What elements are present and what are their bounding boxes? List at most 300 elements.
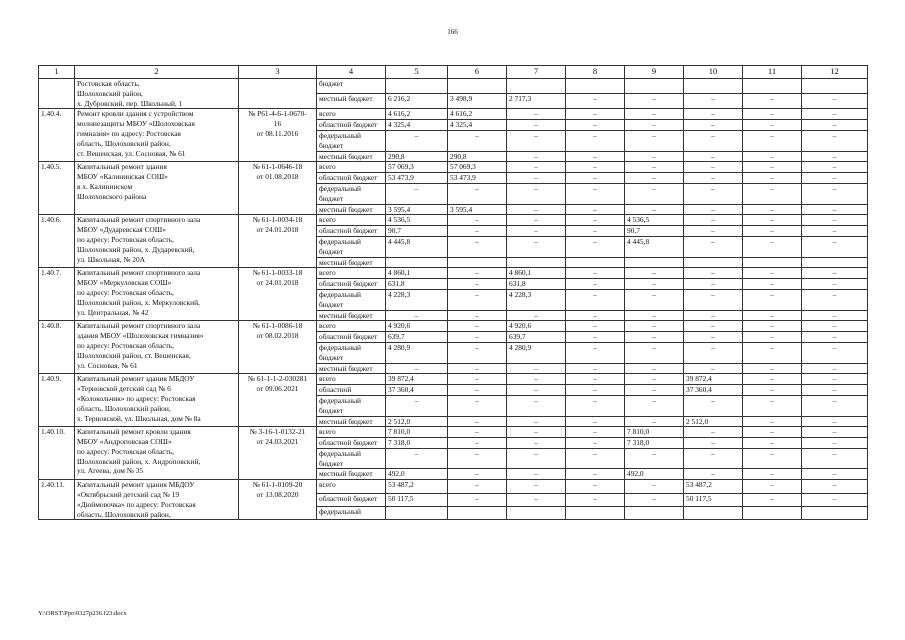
text-line: по адресу: Ростовская область, <box>77 340 174 350</box>
table-cell: – <box>684 279 743 290</box>
table-cell: 50 117,5 <box>386 493 448 506</box>
table-cell: – <box>566 120 625 131</box>
table-cell: 7 810,0 <box>386 427 448 438</box>
table-cell: 4 325,4 <box>386 120 448 131</box>
table-cell: – <box>743 120 802 131</box>
table-cell: 39 872,4 <box>386 374 448 385</box>
table-cell: 4 280,9 <box>507 342 566 363</box>
table-cell: – <box>507 448 566 469</box>
table-cell: – <box>448 374 507 385</box>
table-cell <box>239 374 317 427</box>
table-cell: – <box>743 151 802 162</box>
table-row <box>39 215 868 226</box>
text-line: «Терновской детский сад № 6 <box>77 384 171 394</box>
table-cell: – <box>566 268 625 279</box>
table-cell: – <box>448 469 507 480</box>
text-line: Капитальный ремонт здания МБДОУ <box>77 480 195 490</box>
header-row <box>39 66 868 79</box>
text-line: ул. Школьная, № 20А <box>77 254 146 264</box>
table-cell: – <box>684 183 743 204</box>
table-cell: – <box>802 120 868 131</box>
table-cell: – <box>507 416 566 427</box>
table-cell: – <box>684 109 743 120</box>
table-cell: – <box>448 416 507 427</box>
table-row <box>39 268 868 279</box>
table-cell: – <box>507 480 566 493</box>
table-cell: – <box>566 416 625 427</box>
table-cell: – <box>448 438 507 449</box>
table-cell: всего <box>317 427 386 438</box>
table-cell: – <box>386 310 448 321</box>
text-line: ул. Сосновая, № 61 <box>77 360 138 370</box>
text-line: область, Шолоховский район, <box>77 138 171 148</box>
table-cell <box>566 507 625 520</box>
text-line: молниезащиты МБОУ «Шолоховская <box>77 119 195 129</box>
table-cell: – <box>802 268 868 279</box>
table-cell: – <box>743 385 802 396</box>
table-cell: – <box>625 120 684 131</box>
table-cell: – <box>566 448 625 469</box>
table-cell: 290,8 <box>386 151 448 162</box>
table-cell: – <box>684 438 743 449</box>
table-cell: 639,7 <box>507 332 566 343</box>
table-cell: – <box>625 173 684 184</box>
table-cell: областной <box>317 385 386 396</box>
table-cell: 7 318,0 <box>625 438 684 449</box>
table-cell: местный бюджет <box>317 151 386 162</box>
table-cell: – <box>684 427 743 438</box>
text-line: Шолоховский район, х. Дударевский, <box>77 244 195 254</box>
table-cell: – <box>507 226 566 237</box>
table-cell: – <box>448 310 507 321</box>
table-cell: 90,7 <box>386 226 448 237</box>
table-cell: областной бюджет <box>317 120 386 131</box>
table-cell: – <box>448 236 507 257</box>
table-cell: 4 616,2 <box>386 109 448 120</box>
table-cell: 1.40.11. <box>39 480 75 520</box>
table-cell: федеральный бюджет <box>317 130 386 151</box>
table-cell <box>75 427 239 480</box>
text-line: № 61-1-0646-18 <box>252 162 303 172</box>
table-cell: – <box>802 183 868 204</box>
budget-table <box>38 65 868 520</box>
table-cell: – <box>507 493 566 506</box>
table-cell: 1.40.8. <box>39 321 75 374</box>
text-line: «Октябрьский детский сад № 19 <box>77 490 180 500</box>
table-cell: – <box>566 363 625 374</box>
text-line: Шолоховский район, х. Меркуловский, <box>77 297 200 307</box>
table-cell: 492,0 <box>386 469 448 480</box>
table-cell: областной бюджет <box>317 493 386 506</box>
table-cell: – <box>448 268 507 279</box>
table-cell: 2 717,3 <box>507 94 566 109</box>
table-cell: всего <box>317 109 386 120</box>
table-cell: – <box>684 204 743 215</box>
table-cell <box>448 507 507 520</box>
table-cell: – <box>507 151 566 162</box>
table-cell: 37 360,4 <box>386 385 448 396</box>
table-cell: всего <box>317 480 386 493</box>
table-cell: – <box>625 342 684 363</box>
table-cell: 4 445,8 <box>386 236 448 257</box>
table-cell: местный бюджет <box>317 416 386 427</box>
table-cell: – <box>684 469 743 480</box>
table-cell: – <box>386 363 448 374</box>
table-cell: – <box>566 342 625 363</box>
table-cell: 1.40.6. <box>39 215 75 268</box>
column-header: 11 <box>743 66 802 79</box>
column-header: 10 <box>684 66 743 79</box>
table-cell: – <box>684 342 743 363</box>
text-line: ст. Вешенская, ул. Сосновая, № 61 <box>77 148 186 158</box>
text-line: х. Дубровский, пер. Школьный, 1 <box>77 98 183 108</box>
table-cell: – <box>566 151 625 162</box>
table-cell: – <box>625 395 684 416</box>
table-cell: 492,0 <box>625 469 684 480</box>
table-row <box>39 109 868 120</box>
table-cell: всего <box>317 215 386 226</box>
table-cell: – <box>625 268 684 279</box>
table-cell: – <box>802 173 868 184</box>
table-cell: – <box>386 448 448 469</box>
table-cell: – <box>386 183 448 204</box>
table-cell: федеральный бюджет <box>317 236 386 257</box>
table-cell: – <box>625 130 684 151</box>
table-cell <box>75 79 239 109</box>
text-line: «Дюймовочка» по адресу: Ростовская <box>77 499 196 509</box>
table-cell: – <box>566 162 625 173</box>
table-row <box>39 427 868 438</box>
table-cell <box>75 109 239 162</box>
text-line: гимназия» по адресу: Ростовская <box>77 128 181 138</box>
table-cell: – <box>684 120 743 131</box>
table-cell: – <box>448 493 507 506</box>
table-row <box>39 321 868 332</box>
table-cell: – <box>566 130 625 151</box>
table-cell: – <box>566 215 625 226</box>
text-line: ул. Агеева, дом № 35 <box>77 466 144 476</box>
table-cell: – <box>684 363 743 374</box>
table-cell <box>75 215 239 268</box>
table-cell: – <box>802 236 868 257</box>
text-line: Ростовская область, <box>77 79 140 88</box>
table-cell: – <box>802 94 868 109</box>
table-cell <box>239 109 317 162</box>
table-cell: областной бюджет <box>317 279 386 290</box>
table-cell: областной бюджет <box>317 332 386 343</box>
table-cell: федеральный бюджет <box>317 342 386 363</box>
table-cell: – <box>566 427 625 438</box>
table-cell: – <box>743 279 802 290</box>
table-cell <box>802 257 868 268</box>
table-cell: – <box>802 310 868 321</box>
table-cell: местный бюджет <box>317 94 386 109</box>
table-cell: – <box>625 151 684 162</box>
table-cell: 3 595,4 <box>386 204 448 215</box>
table-cell: – <box>684 226 743 237</box>
table-cell: – <box>566 332 625 343</box>
text-line: МБОУ «Дударевская СОШ» <box>77 225 166 235</box>
table-cell: – <box>684 268 743 279</box>
table-cell: – <box>507 438 566 449</box>
table-cell: – <box>802 215 868 226</box>
table-cell: – <box>448 226 507 237</box>
table-cell: – <box>448 130 507 151</box>
table-row <box>39 480 868 493</box>
table-cell: – <box>507 162 566 173</box>
table-cell: 290,8 <box>448 151 507 162</box>
table-cell <box>239 162 317 215</box>
table-cell: – <box>566 385 625 396</box>
text-line: от 08.11.2016 <box>256 128 299 138</box>
table-cell: – <box>566 469 625 480</box>
table-cell <box>448 79 507 94</box>
table-cell: – <box>684 162 743 173</box>
table-cell: – <box>566 321 625 332</box>
table-cell: – <box>448 363 507 374</box>
table-cell <box>684 257 743 268</box>
text-line: Шолоховский район, <box>77 88 143 98</box>
table-cell: 53 473,9 <box>448 173 507 184</box>
table-cell: – <box>684 151 743 162</box>
table-cell: – <box>743 94 802 109</box>
table-cell: – <box>743 427 802 438</box>
table-cell <box>39 79 75 109</box>
table-cell: – <box>507 469 566 480</box>
table-cell: – <box>743 416 802 427</box>
table-cell: – <box>507 363 566 374</box>
table-cell <box>684 507 743 520</box>
table-cell: 39 872,4 <box>684 374 743 385</box>
text-line: Капитальный ремонт спортивного зала <box>77 268 201 278</box>
table-cell: – <box>566 310 625 321</box>
text-line: № Р61-4-6-1-0670- <box>248 109 307 119</box>
table-cell: – <box>507 173 566 184</box>
text-line: Шолоховский район, ст. Вешенская, <box>77 350 191 360</box>
table-cell <box>386 257 448 268</box>
column-header: 3 <box>239 66 317 79</box>
table-cell: – <box>448 289 507 310</box>
table-cell: 90,7 <box>625 226 684 237</box>
table-cell: – <box>743 493 802 506</box>
table-cell: федеральный бюджет <box>317 395 386 416</box>
table-cell: – <box>507 215 566 226</box>
table-cell <box>625 257 684 268</box>
column-header: 12 <box>802 66 868 79</box>
table-cell: – <box>448 183 507 204</box>
table-cell <box>75 480 239 520</box>
table-cell <box>239 480 317 520</box>
text-line: Капитальный ремонт спортивного зала <box>77 321 201 331</box>
table-cell: – <box>743 268 802 279</box>
table-row <box>39 79 868 94</box>
table-cell: – <box>566 109 625 120</box>
table-cell: местный бюджет <box>317 204 386 215</box>
table-cell <box>743 79 802 94</box>
table-cell: – <box>802 374 868 385</box>
text-line: по адресу: Ростовская область, <box>77 446 174 456</box>
table-cell: – <box>802 385 868 396</box>
text-line: Капитальный ремонт спортивного зала <box>77 215 201 225</box>
table-cell: всего <box>317 268 386 279</box>
table-cell: – <box>507 120 566 131</box>
table-cell: – <box>802 363 868 374</box>
table-cell: – <box>684 94 743 109</box>
table-cell: всего <box>317 321 386 332</box>
table-cell: – <box>566 438 625 449</box>
table-cell: 53 487,2 <box>684 480 743 493</box>
text-line: по адресу: Ростовская область, <box>77 234 174 244</box>
table-row <box>39 374 868 385</box>
table-cell: – <box>743 204 802 215</box>
table-cell: 4 536,5 <box>625 215 684 226</box>
table-cell: – <box>448 448 507 469</box>
table-cell: – <box>743 342 802 363</box>
table-cell <box>625 79 684 94</box>
table-cell: – <box>802 480 868 493</box>
text-line: от 08.02.2018 <box>256 331 299 341</box>
table-cell: – <box>566 374 625 385</box>
table-cell: – <box>507 236 566 257</box>
table-cell: – <box>507 130 566 151</box>
text-line: Шолоховского района <box>77 191 147 201</box>
table-cell: – <box>802 226 868 237</box>
table-cell: 50 117,5 <box>684 493 743 506</box>
table-cell: местный бюджет <box>317 310 386 321</box>
table-cell: – <box>507 109 566 120</box>
table-cell <box>239 268 317 321</box>
table-cell: – <box>743 236 802 257</box>
table-cell: – <box>625 416 684 427</box>
column-header: 2 <box>75 66 239 79</box>
table-cell: – <box>802 427 868 438</box>
column-header: 4 <box>317 66 386 79</box>
table-cell <box>743 257 802 268</box>
table-cell <box>239 427 317 480</box>
text-line: здания МБОУ «Шолоховская гимназия» <box>77 331 204 341</box>
table-cell <box>239 321 317 374</box>
table-cell: – <box>743 448 802 469</box>
text-line: МБОУ «Андроповская СОШ» <box>77 437 172 447</box>
table-cell <box>507 507 566 520</box>
file-path-footer: Y:\ORST\Ppo\0327p236.f23.docx <box>38 610 127 617</box>
column-header: 1 <box>39 66 75 79</box>
table-cell <box>802 79 868 94</box>
table-cell: – <box>566 226 625 237</box>
table-cell: – <box>743 173 802 184</box>
text-line: от 24.03.2021 <box>256 437 299 447</box>
table-cell: – <box>448 215 507 226</box>
column-header: 5 <box>386 66 448 79</box>
column-header: 8 <box>566 66 625 79</box>
table-cell: – <box>448 342 507 363</box>
table-cell: – <box>743 130 802 151</box>
table-cell: – <box>802 416 868 427</box>
table-cell: областной бюджет <box>317 226 386 237</box>
table-cell: местный бюджет <box>317 469 386 480</box>
table-cell: федеральный бюджет <box>317 289 386 310</box>
table-cell: федеральный <box>317 507 386 520</box>
text-line: от 24.01.2018 <box>256 278 299 288</box>
table-cell: – <box>448 385 507 396</box>
text-line: № 61-1-0109-20 <box>252 480 303 490</box>
table-cell: всего <box>317 162 386 173</box>
table-cell <box>625 507 684 520</box>
table-cell: – <box>566 279 625 290</box>
table-cell: – <box>625 183 684 204</box>
table-cell: 4 860,1 <box>507 268 566 279</box>
table-cell: 4 536,5 <box>386 215 448 226</box>
table-cell <box>239 215 317 268</box>
text-line: в х. Калининском <box>77 181 133 191</box>
table-cell: – <box>507 395 566 416</box>
table-cell: 4 228,3 <box>386 289 448 310</box>
table-cell: 37 360,4 <box>684 385 743 396</box>
table-cell: федеральный бюджет <box>317 448 386 469</box>
table-cell: – <box>566 289 625 310</box>
table-cell <box>566 79 625 94</box>
table-cell <box>743 507 802 520</box>
table-cell: – <box>507 385 566 396</box>
table-cell: – <box>386 130 448 151</box>
text-line: область, Шолоховский район, <box>77 403 171 413</box>
text-line: Капитальный ремонт здания <box>77 162 167 172</box>
text-line: МБОУ «Меркуловская СОШ» <box>77 278 172 288</box>
table-cell: – <box>684 332 743 343</box>
table-cell: 1.40.10. <box>39 427 75 480</box>
table-cell: 4 920,6 <box>386 321 448 332</box>
table-cell: 1.40.9. <box>39 374 75 427</box>
table-cell: местный бюджет <box>317 257 386 268</box>
table-cell: – <box>684 173 743 184</box>
table-cell: 631,8 <box>507 279 566 290</box>
text-line: № 61-1-1-2-030281 <box>247 374 308 384</box>
table-cell: – <box>684 448 743 469</box>
table-cell: областной бюджет <box>317 173 386 184</box>
table-cell: – <box>625 310 684 321</box>
table-cell: – <box>802 395 868 416</box>
table-cell: 3 498,9 <box>448 94 507 109</box>
table-cell: – <box>625 493 684 506</box>
table-cell: – <box>684 236 743 257</box>
table-cell: – <box>743 469 802 480</box>
table-cell: – <box>625 204 684 215</box>
table-cell: 6 216,2 <box>386 94 448 109</box>
table-cell: 1.40.7. <box>39 268 75 321</box>
text-line: от 24.01.2018 <box>256 225 299 235</box>
table-cell: – <box>802 493 868 506</box>
table-cell: федеральный бюджет <box>317 183 386 204</box>
text-line: ул. Центральная, № 42 <box>77 307 149 317</box>
text-line: Капитальный ремонт кровли здания <box>77 427 191 437</box>
column-header: 7 <box>507 66 566 79</box>
table-cell: – <box>802 321 868 332</box>
table-cell: 4 920,6 <box>507 321 566 332</box>
table-cell: – <box>743 162 802 173</box>
text-line: № 61-1-0086-18 <box>252 321 303 331</box>
table-cell: – <box>802 151 868 162</box>
table-cell: – <box>625 448 684 469</box>
text-line: Шолоховский район, х. Андроповский, <box>77 456 201 466</box>
table-cell <box>684 79 743 94</box>
table-cell: 2 512,0 <box>684 416 743 427</box>
table-cell <box>239 79 317 109</box>
table-cell <box>802 507 868 520</box>
table-cell <box>75 321 239 374</box>
table-cell: – <box>625 279 684 290</box>
text-line: от 13.08.2020 <box>256 490 299 500</box>
table-cell: – <box>802 289 868 310</box>
